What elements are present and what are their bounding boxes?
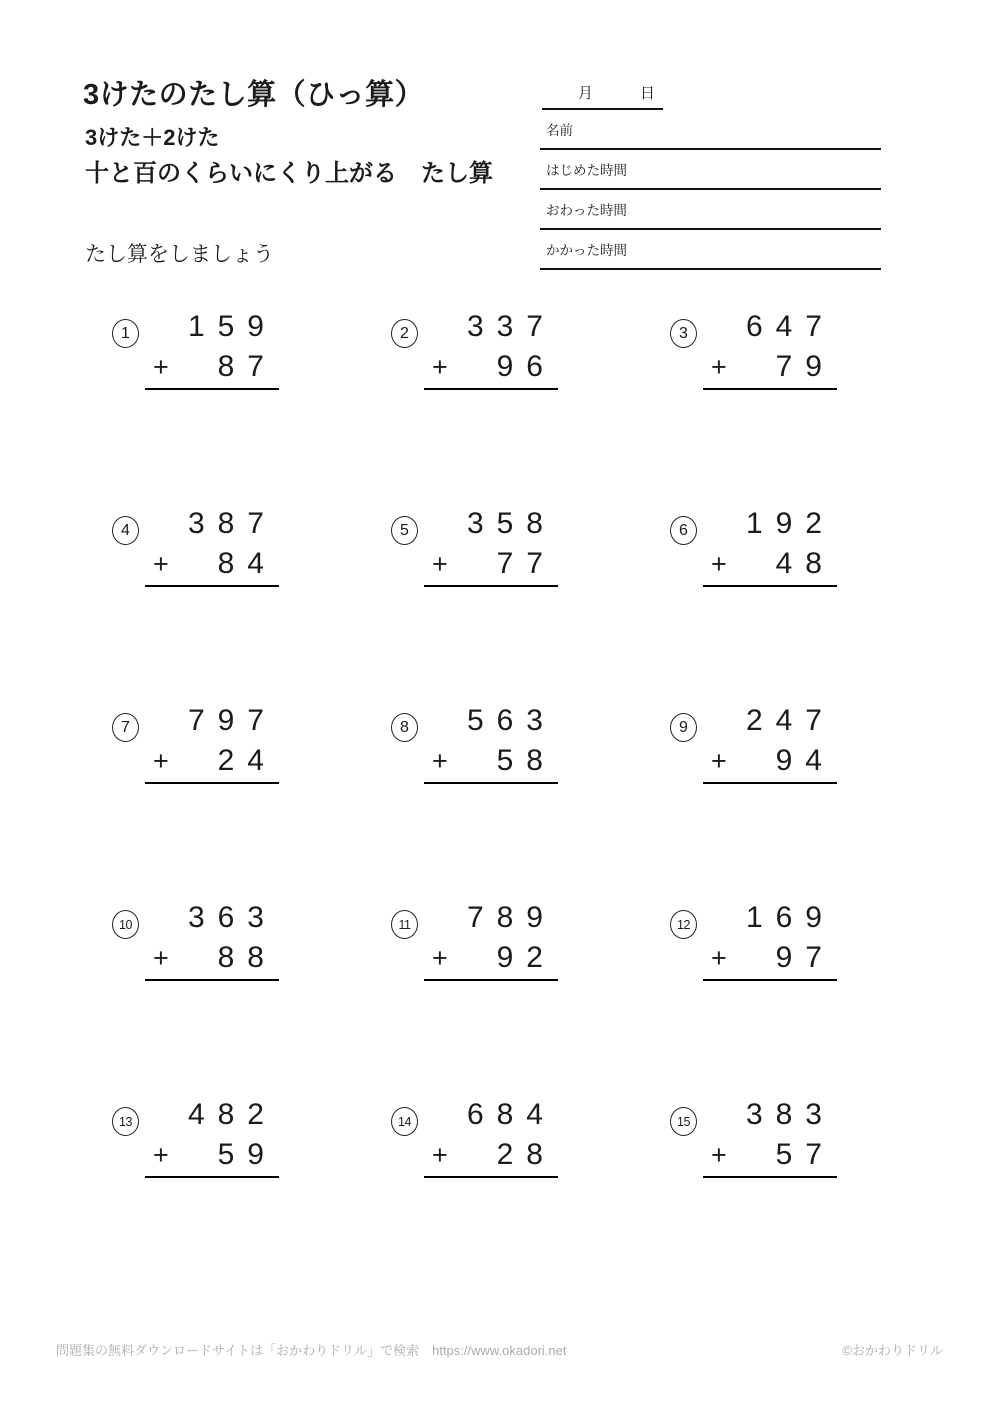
start-time-label: はじめた時間	[546, 163, 627, 178]
addend-bottom: 58	[496, 744, 556, 777]
addend-bottom: 84	[217, 547, 277, 580]
plus-sign: +	[153, 549, 169, 579]
answer-line[interactable]	[424, 585, 558, 587]
addend-top: 358	[466, 507, 556, 540]
plus-sign: +	[711, 746, 727, 776]
addend-bottom: 79	[775, 350, 835, 383]
answer-line[interactable]	[703, 782, 837, 784]
plus-sign: +	[153, 352, 169, 382]
addend-bottom: 92	[496, 941, 556, 974]
plus-sign: +	[711, 943, 727, 973]
problem-9	[670, 706, 949, 903]
problem-14	[391, 1100, 670, 1297]
problem-number-badge: 13	[112, 1107, 139, 1136]
addend-top: 383	[745, 1098, 835, 1131]
problem-number-badge: 1	[112, 319, 139, 348]
addend-bottom: 94	[775, 744, 835, 777]
problem-15	[670, 1100, 949, 1297]
end-time-label: おわった時間	[546, 203, 627, 218]
addend-top: 684	[466, 1098, 556, 1131]
answer-line[interactable]	[145, 388, 279, 390]
student-info-box	[540, 82, 881, 270]
problem-number-badge: 6	[670, 516, 697, 545]
problems-grid	[112, 312, 949, 1297]
name-label: 名前	[546, 123, 573, 138]
addend-top: 247	[745, 704, 835, 737]
plus-sign: +	[711, 1140, 727, 1170]
answer-line[interactable]	[703, 585, 837, 587]
problem-number-badge: 5	[391, 516, 418, 545]
addend-top: 169	[745, 901, 835, 934]
addend-bottom: 88	[217, 941, 277, 974]
problem-4	[112, 509, 391, 706]
addend-top: 192	[745, 507, 835, 540]
problem-12	[670, 903, 949, 1100]
problem-number-badge: 7	[112, 713, 139, 742]
addend-top: 363	[187, 901, 277, 934]
addend-top: 797	[187, 704, 277, 737]
end-time-field[interactable]	[540, 190, 881, 230]
answer-line[interactable]	[424, 1176, 558, 1178]
problem-number-badge: 2	[391, 319, 418, 348]
date-field[interactable]	[542, 82, 663, 110]
addend-bottom: 48	[775, 547, 835, 580]
answer-line[interactable]	[703, 1176, 837, 1178]
addend-bottom: 96	[496, 350, 556, 383]
plus-sign: +	[153, 1140, 169, 1170]
problem-number-badge: 15	[670, 1107, 697, 1136]
addend-bottom: 24	[217, 744, 277, 777]
problem-number-badge: 14	[391, 1107, 418, 1136]
addend-top: 387	[187, 507, 277, 540]
problem-6	[670, 509, 949, 706]
problem-number-badge: 8	[391, 713, 418, 742]
instruction-text: たし算をしましょう	[85, 243, 274, 266]
plus-sign: +	[432, 746, 448, 776]
subtitle-carry-description: 十と百のくらいにくり上がる たし算	[85, 160, 493, 187]
footer-copyright: ©おかわりドリル	[842, 1343, 943, 1358]
elapsed-time-field[interactable]	[540, 230, 881, 270]
problem-13	[112, 1100, 391, 1297]
problem-8	[391, 706, 670, 903]
month-label: 月	[578, 85, 594, 102]
problem-5	[391, 509, 670, 706]
problem-number-badge: 11	[391, 910, 418, 939]
problem-number-badge: 3	[670, 319, 697, 348]
name-field[interactable]	[540, 110, 881, 150]
day-label: 日	[640, 85, 656, 102]
problem-number-badge: 12	[670, 910, 697, 939]
problem-7	[112, 706, 391, 903]
addend-top: 159	[187, 310, 277, 343]
plus-sign: +	[711, 352, 727, 382]
problem-3	[670, 312, 949, 509]
plus-sign: +	[711, 549, 727, 579]
answer-line[interactable]	[145, 585, 279, 587]
answer-line[interactable]	[424, 979, 558, 981]
start-time-field[interactable]	[540, 150, 881, 190]
problem-11	[391, 903, 670, 1100]
problem-2	[391, 312, 670, 509]
addend-top: 482	[187, 1098, 277, 1131]
addend-bottom: 97	[775, 941, 835, 974]
addend-bottom: 57	[775, 1138, 835, 1171]
elapsed-time-label: かかった時間	[546, 243, 627, 258]
plus-sign: +	[153, 943, 169, 973]
problem-1	[112, 312, 391, 509]
answer-line[interactable]	[703, 979, 837, 981]
plus-sign: +	[432, 943, 448, 973]
addend-bottom: 87	[217, 350, 277, 383]
addend-bottom: 59	[217, 1138, 277, 1171]
addend-top: 647	[745, 310, 835, 343]
plus-sign: +	[432, 1140, 448, 1170]
answer-line[interactable]	[424, 388, 558, 390]
footer-site-info: 問題集の無料ダウンロードサイトは「おかわりドリル」で検索 https://www.okadori.net	[56, 1343, 567, 1358]
addend-top: 563	[466, 704, 556, 737]
answer-line[interactable]	[145, 782, 279, 784]
addend-top: 789	[466, 901, 556, 934]
answer-line[interactable]	[145, 979, 279, 981]
problem-number-badge: 10	[112, 910, 139, 939]
plus-sign: +	[432, 352, 448, 382]
answer-line[interactable]	[424, 782, 558, 784]
problem-10	[112, 903, 391, 1100]
addend-bottom: 77	[496, 547, 556, 580]
problem-number-badge: 9	[670, 713, 697, 742]
addend-bottom: 28	[496, 1138, 556, 1171]
answer-line[interactable]	[145, 1176, 279, 1178]
subtitle-digit-pattern: 3けた＋2けた	[85, 125, 220, 150]
page-title: 3けたのたし算（ひっ算）	[83, 79, 425, 111]
plus-sign: +	[153, 746, 169, 776]
problem-number-badge: 4	[112, 516, 139, 545]
answer-line[interactable]	[703, 388, 837, 390]
plus-sign: +	[432, 549, 448, 579]
addend-top: 337	[466, 310, 556, 343]
